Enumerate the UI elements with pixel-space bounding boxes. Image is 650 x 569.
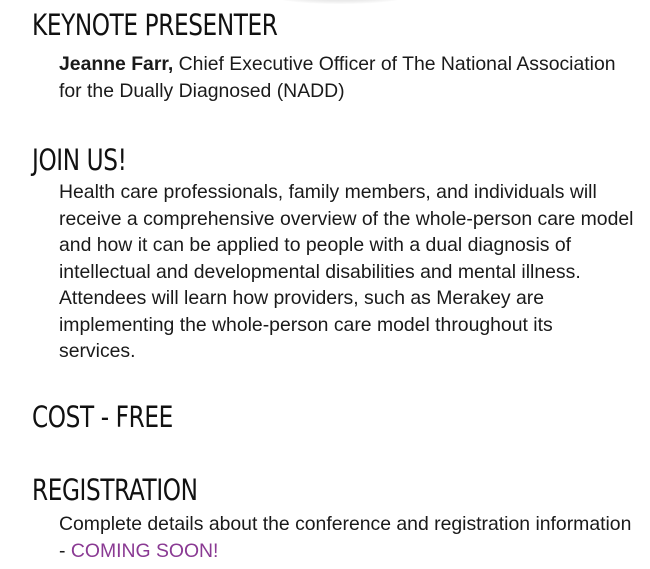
presenter-name: Jeanne Farr,	[59, 53, 174, 75]
registration-status: COMING SOON!	[70, 539, 219, 562]
registration-heading: REGISTRATION	[32, 473, 198, 507]
registration-details: Complete details about the conference and registration information -	[59, 513, 632, 562]
keynote-presenter-heading: KEYNOTE PRESENTER	[32, 8, 278, 42]
presenter-role: Chief Executive Officer of The National Association for the Dually Diagnosed (NADD)	[59, 53, 616, 102]
top-decorative-shadow	[270, 0, 410, 4]
join-us-heading: JOIN US!	[32, 143, 127, 177]
join-us-description: Health care professionals, family members, and individuals will receive a comprehensive overview of the whole-person care model and how it can be applied to people with a dual diagnosis of intellectual and developmental disabilities and mental illness. Attendees will learn how providers, such as Merakey are implementing the whole-person care model throughout its services.	[59, 181, 634, 362]
registration-text	[59, 511, 634, 564]
cost-heading: COST - FREE	[32, 400, 173, 434]
keynote-presenter-text	[59, 51, 634, 104]
